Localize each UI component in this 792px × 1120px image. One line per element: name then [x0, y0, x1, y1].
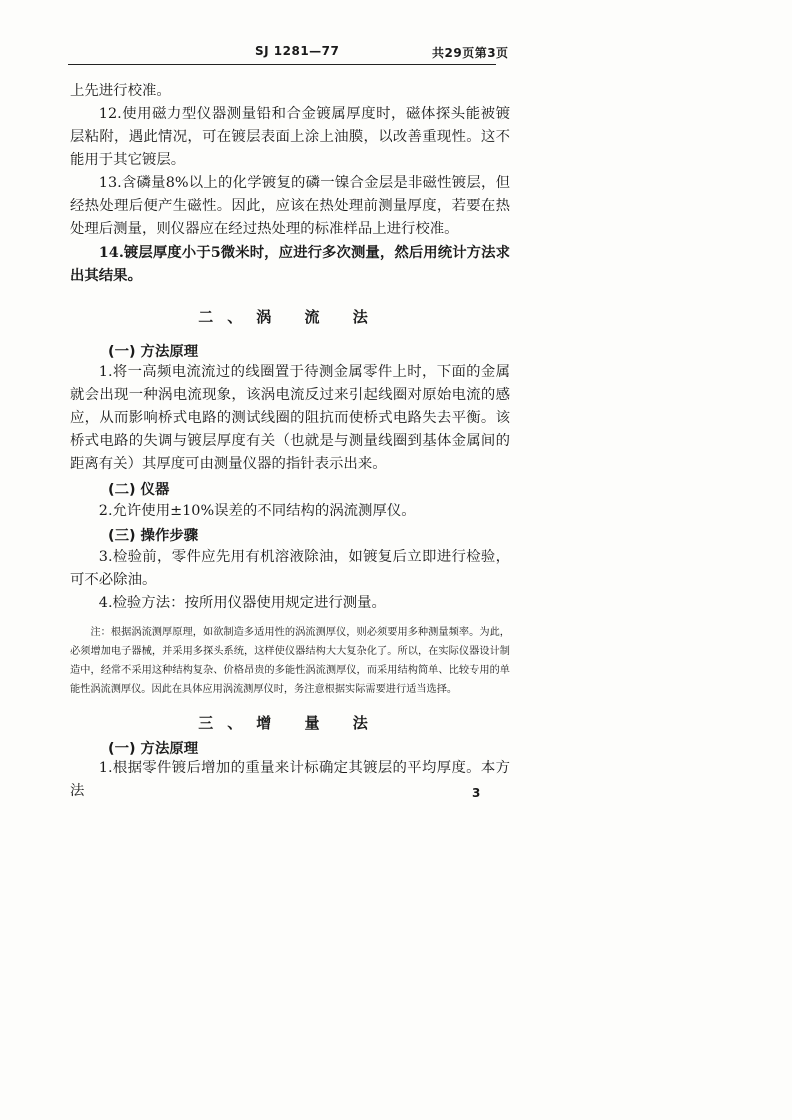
paragraph-eddy-4: 4.检验方法：按所用仪器使用规定进行测量。 — [98, 595, 386, 611]
standard-code: SJ 1281—77 — [255, 44, 340, 58]
subsection-method-principle: (一) 方法原理 — [108, 344, 199, 360]
procedure-text — [70, 546, 510, 615]
section-title-eddy-current: 二、涡 流 法 — [198, 308, 382, 326]
page-header — [70, 42, 510, 66]
page-number: 3 — [472, 786, 481, 800]
paragraph-continuation: 上先进行校准。 — [70, 83, 171, 99]
eddy-principle-text — [70, 361, 510, 476]
paragraph-eddy-2: 2.允许使用±10%误差的不同结构的涡流测厚仪。 — [98, 503, 416, 519]
paragraph-12: 12.使用磁力型仪器测量铅和合金镀属厚度时，磁体探头能被镀层粘附，遇此情况，可在镀层表面上涂上油膜，以改善重现性。这不能用于其它镀层。 — [70, 106, 510, 168]
continued-section-text — [70, 80, 510, 287]
paragraph-14: 14.镀层厚度小于5微米时，应进行多次测量，然后用统计方法求出其结果。 — [70, 244, 510, 284]
paragraph-eddy-3: 3.检验前，零件应先用有机溶液除油，如镀复后立即进行检验，可不必除油。 — [70, 549, 510, 588]
page-count-info: 共29页第3页 — [432, 46, 509, 60]
section-title-weight-gain: 三、增 量 法 — [198, 714, 382, 732]
header-rule — [68, 64, 496, 65]
subsection-procedure: (三) 操作步骤 — [108, 528, 199, 544]
paragraph-weight-1: 1.根据零件镀后增加的重量来计标确定其镀层的平均厚度。本方法 — [70, 760, 510, 799]
paragraph-13: 13.含磷量8%以上的化学镀复的磷一镍合金层是非磁性镀层，但经热处理后便产生磁性。因此，应该在热处理前测量厚度，若要在热处理后测量，则仪器应在经过热处理的标准样品上进行校准。 — [70, 175, 510, 237]
weight-principle-text — [70, 757, 510, 803]
note-text: 注：根据涡流测厚原理，如欲制造多适用性的涡流测厚仪，则必须要用多种测量频率。为此，必须增加电子器械，并采用多探头系统，这样使仪器结构大大复杂化了。所以，在实际仪器设计制造中，经常不采用这种结构复杂、价格昂贵的多能性涡流测厚仪，而采用结构简单、比较专用的单能性涡流测厚仪。因此在具体应用涡流测厚仪时，务注意根据实际需要进行适当选择。 — [70, 627, 510, 695]
instrument-text — [70, 500, 510, 523]
subsection-weight-principle: (一) 方法原理 — [108, 741, 199, 757]
paragraph-eddy-1: 1.将一高频电流流过的线圈置于待测金属零件上时，下面的金属就会出现一种涡电流现象，该涡电流反过来引起线圈对原始电流的感应，从而影响桥式电路的测试线圈的阻抗而使桥式电路失去平衡。该桥式电路的失调与镀层厚度有关（也就是与测量线圈到基体金属间的距离有关）其厚度可由测量仪器的指针表示出来。 — [70, 364, 510, 472]
eddy-note — [70, 623, 510, 699]
subsection-instrument: (二) 仪器 — [108, 482, 170, 498]
